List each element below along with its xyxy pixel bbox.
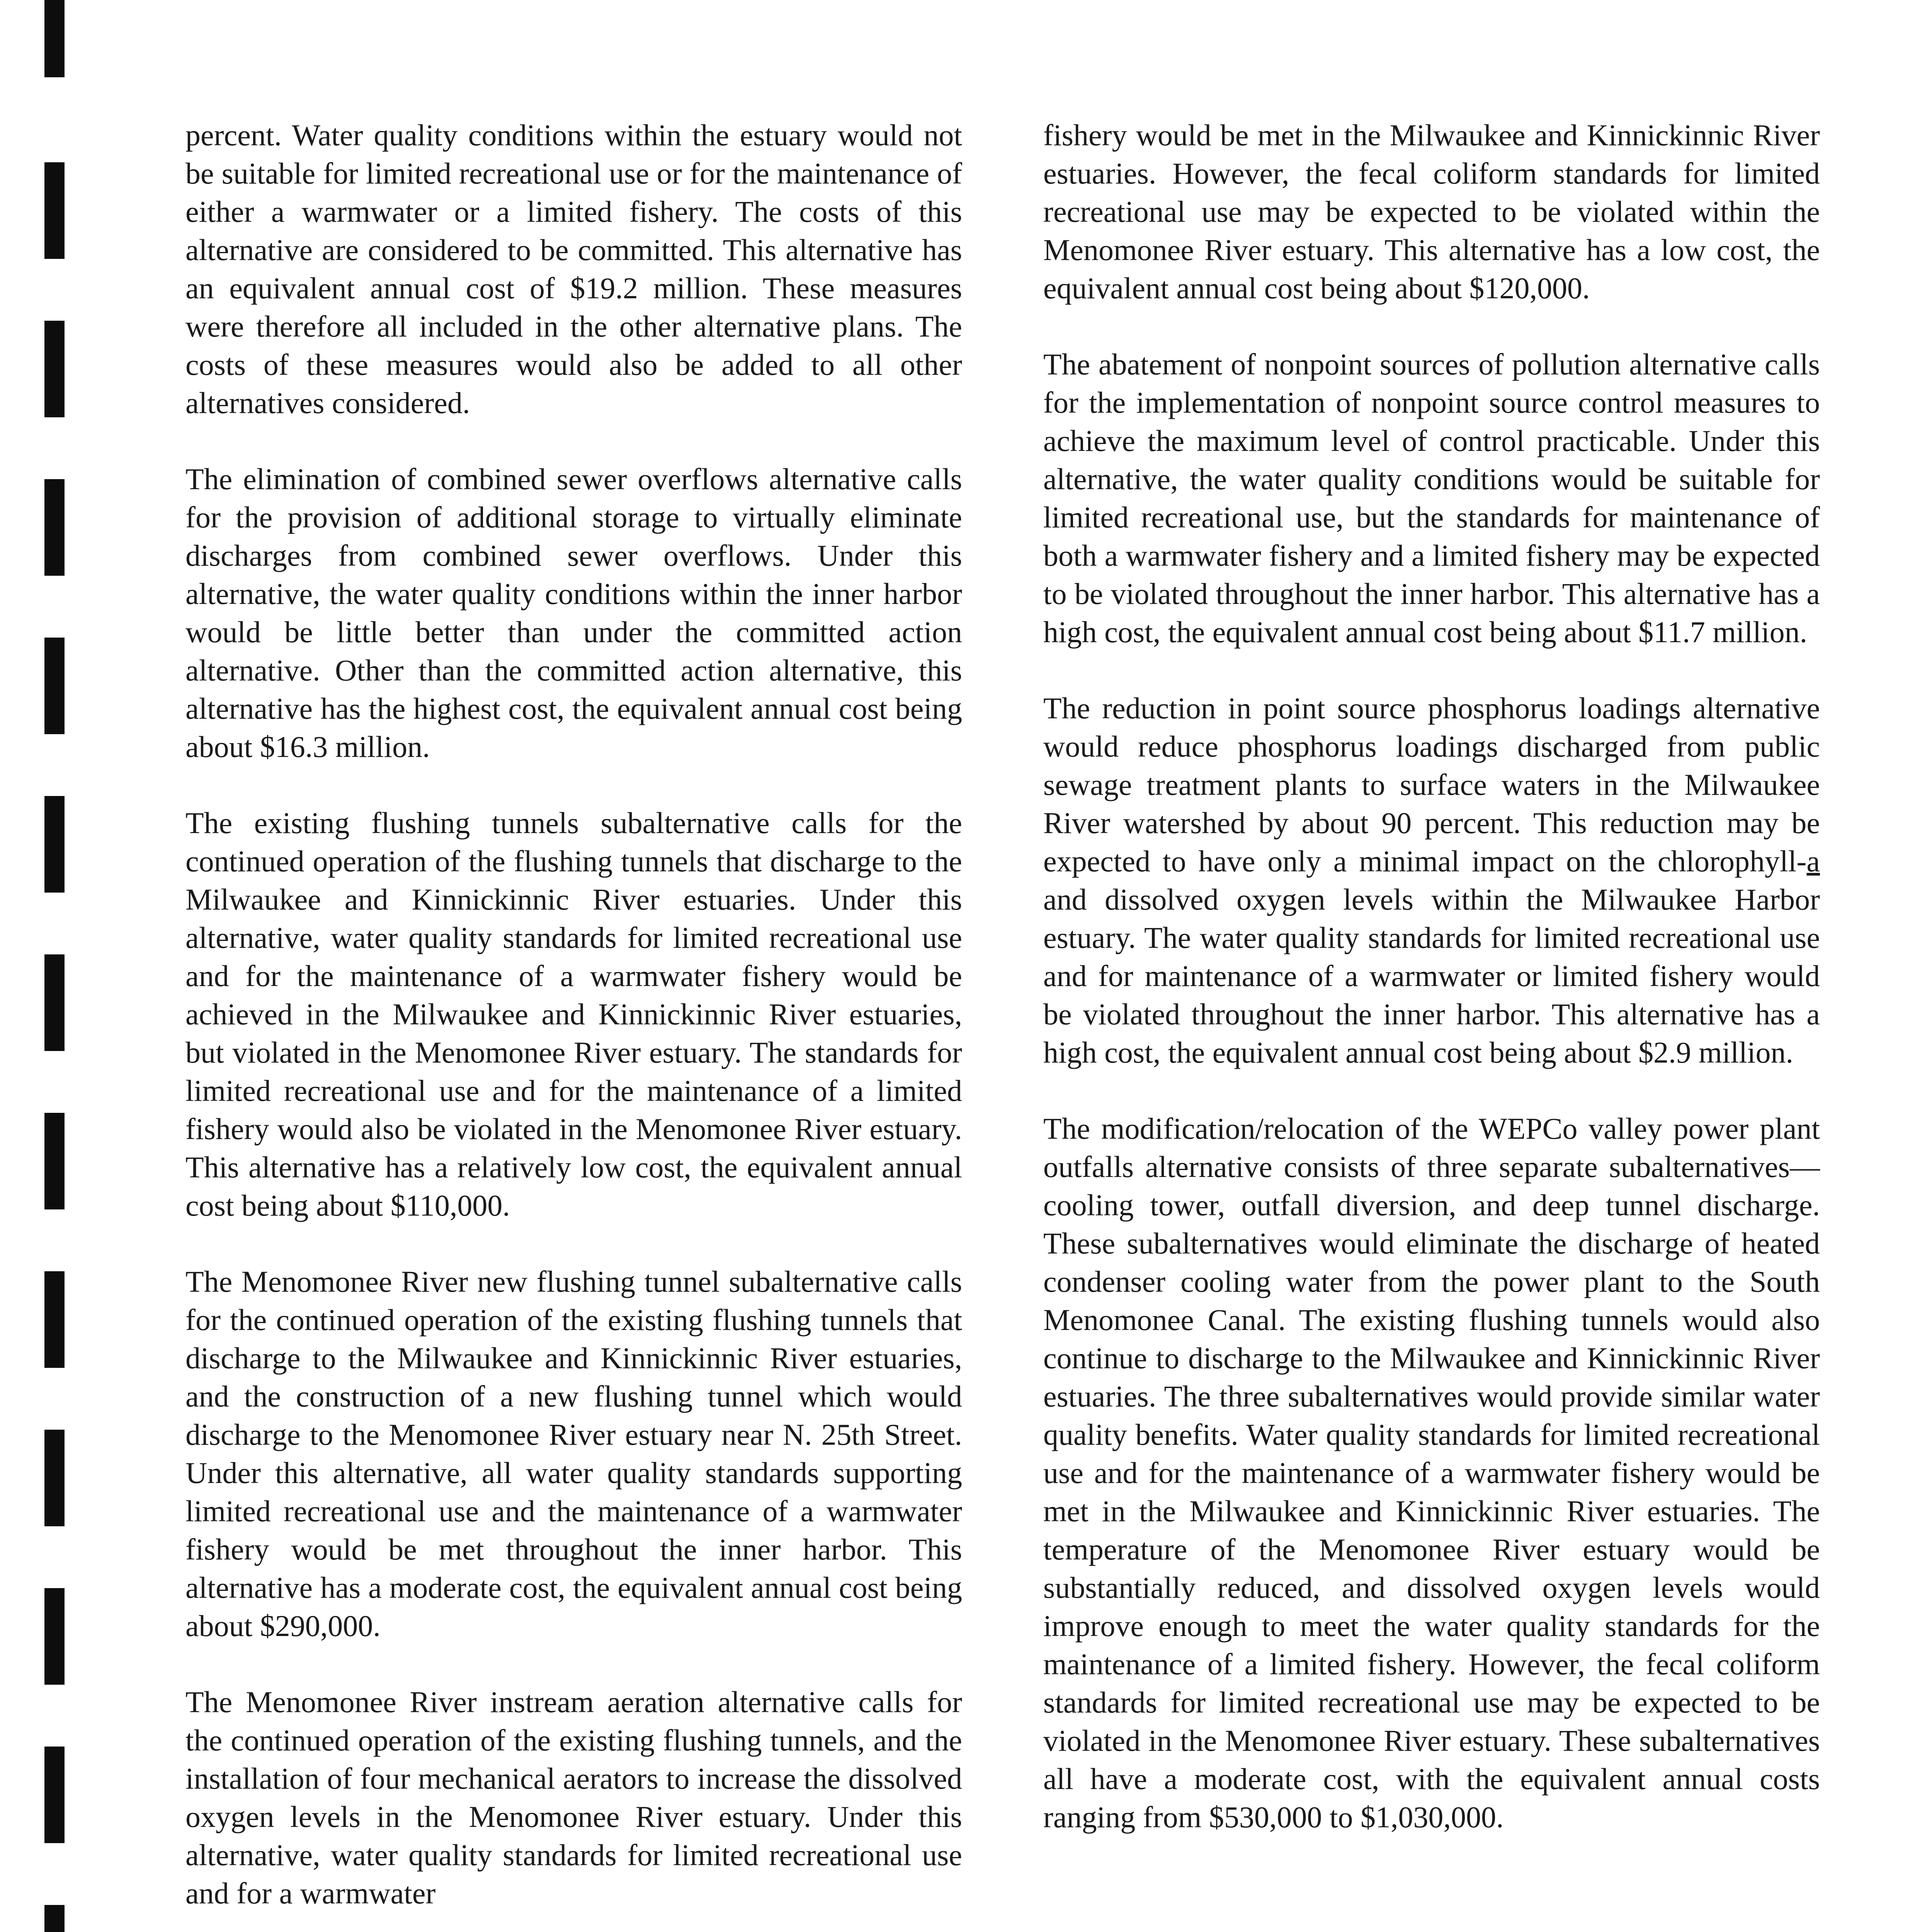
left-column: [185, 116, 962, 1932]
binding-mark: [44, 321, 65, 417]
paragraph-new-flushing-tunnel: The Menomonee River new flushing tunnel subalternative calls for the continued operation of the existing flushing tunnels that discharge to the Milwaukee and Kinnickinnic River estuaries, and the construction of a new flushing tunnel which would discharge to the Menomonee River estuary near N. 25th Street. Under this alternative, all water quality standards supporting limited recreational use and the maintenance of a warmwater fishery would be met throughout the inner harbor. This alternative has a moderate cost, the equivalent annual cost being about $290,000.: [185, 1265, 962, 1643]
binding-mark: [44, 1747, 65, 1843]
binding-mark: [44, 1905, 65, 1932]
binding-mark: [44, 638, 65, 734]
binding-mark: [44, 1113, 65, 1209]
binding-mark: [44, 0, 65, 77]
paragraph-instream-aeration-cont: fishery would be met in the Milwaukee and Kinnickinnic River estuaries. However, the fecal coliform standards for limited recreational use may be expected to be violated within the Menomonee River estuary. This alternative has a low cost, the equivalent annual cost being about $120,000.: [1043, 118, 1820, 305]
binding-mark: [44, 954, 65, 1051]
chlorophyll-a-subscript: a: [1806, 844, 1820, 878]
binding-mark: [44, 479, 65, 576]
paragraph-nonpoint-sources: The abatement of nonpoint sources of pollution alternative calls for the implementation of nonpoint source control measures to achieve the maximum level of control practicable. Under this alternative, the water quality conditions would be suitable for limited recreational use, but the standards for maintenance of both a warmwater fishery and a limited fishery may be expected to be violated throughout the inner harbor. This alternative has a high cost, the equivalent annual cost being about $11.7 million.: [1043, 347, 1820, 649]
paragraph-existing-flushing-tunnels: The existing flushing tunnels subalternative calls for the continued operation of the flushing tunnels that discharge to the Milwaukee and Kinnickinnic River estuaries. Under this alternative, water quality standards for limited recreational use and for the maintenance of a warmwater fishery would be achieved in the Milwaukee and Kinnickinnic River estuaries, but violated in the Menomonee River estuary. The standards for limited recreational use and for the maintenance of a limited fishery would also be violated in the Menomonee River estuary. This alternative has a relatively low cost, the equivalent annual cost being about $110,000.: [185, 806, 962, 1222]
phosphorus-text-after: and dissolved oxygen levels within the Milwaukee Harbor estuary. The water quality standards for limited recreational use and for maintenance of a warmwater or limited fishery would be violated throughout the inner harbor. This alternative has a high cost, the equivalent annual cost being about $2.9 million.: [1043, 883, 1820, 1069]
phosphorus-text-before: The reduction in point source phosphorus loadings alternative would reduce phosphorus loadings discharged from public sewage treatment plants to surface waters in the Milwaukee River watershed by about 90 percent. This reduction may be expected to have only a minimal impact on the chlorophyll-: [1043, 691, 1820, 878]
binding-mark: [44, 1588, 65, 1685]
binding-mark: [44, 796, 65, 893]
right-column: [1043, 116, 1820, 1874]
paragraph-wepco-outfalls: The modification/relocation of the WEPCo valley power plant outfalls alternative consists of three separate subalternatives—cooling tower, outfall diversion, and deep tunnel discharge. These subalternatives would eliminate the discharge of heated condenser cooling water from the power plant to the South Menomonee Canal. The existing flushing tunnels would also continue to discharge to the Milwaukee and Kinnickinnic River estuaries. The three subalternatives would provide similar water quality benefits. Water quality standards for limited recreational use and for the maintenance of a warmwater fishery would be met in the Milwaukee and Kinnickinnic River estuaries. The temperature of the Menomonee River estuary would be substantially reduced, and dissolved oxygen levels would improve enough to meet the water quality standards for the maintenance of a limited fishery. However, the fecal coliform standards for limited recreational use may be expected to be violated in the Menomonee River estuary. These subalternatives all have a moderate cost, with the equivalent annual costs ranging from $530,000 to $1,030,000.: [1043, 1112, 1820, 1834]
paragraph-instream-aeration: The Menomonee River instream aeration alternative calls for the continued operation of the existing flushing tunnels, and the installation of four mechanical aerators to increase the dissolved oxygen levels in the Menomonee River estuary. Under this alternative, water quality standards for limited recreational use and for a warmwater: [185, 1685, 962, 1910]
binding-mark: [44, 1430, 65, 1526]
paragraph-phosphorus-reduction: [1043, 689, 1820, 1071]
paragraph-combined-sewer-overflows: The elimination of combined sewer overflows alternative calls for the provision of additional storage to virtually eliminate discharges from combined sewer overflows. Under this alternative, the water quality conditions within the inner harbor would be little better than under the committed action alternative. Other than the committed action alternative, this alternative has the highest cost, the equivalent annual cost being about $16.3 million.: [185, 462, 962, 764]
paragraph-committed-action: percent. Water quality conditions within the estuary would not be suitable for limited recreational use or for the maintenance of either a warmwater or a limited fishery. The costs of this alternative are considered to be committed. This alternative has an equivalent annual cost of $19.2 million. These measures were therefore all included in the other alternative plans. The costs of these measures would also be added to all other alternatives considered.: [185, 118, 962, 420]
binding-marks: [44, 0, 68, 1932]
binding-mark: [44, 162, 65, 259]
binding-mark: [44, 1271, 65, 1368]
